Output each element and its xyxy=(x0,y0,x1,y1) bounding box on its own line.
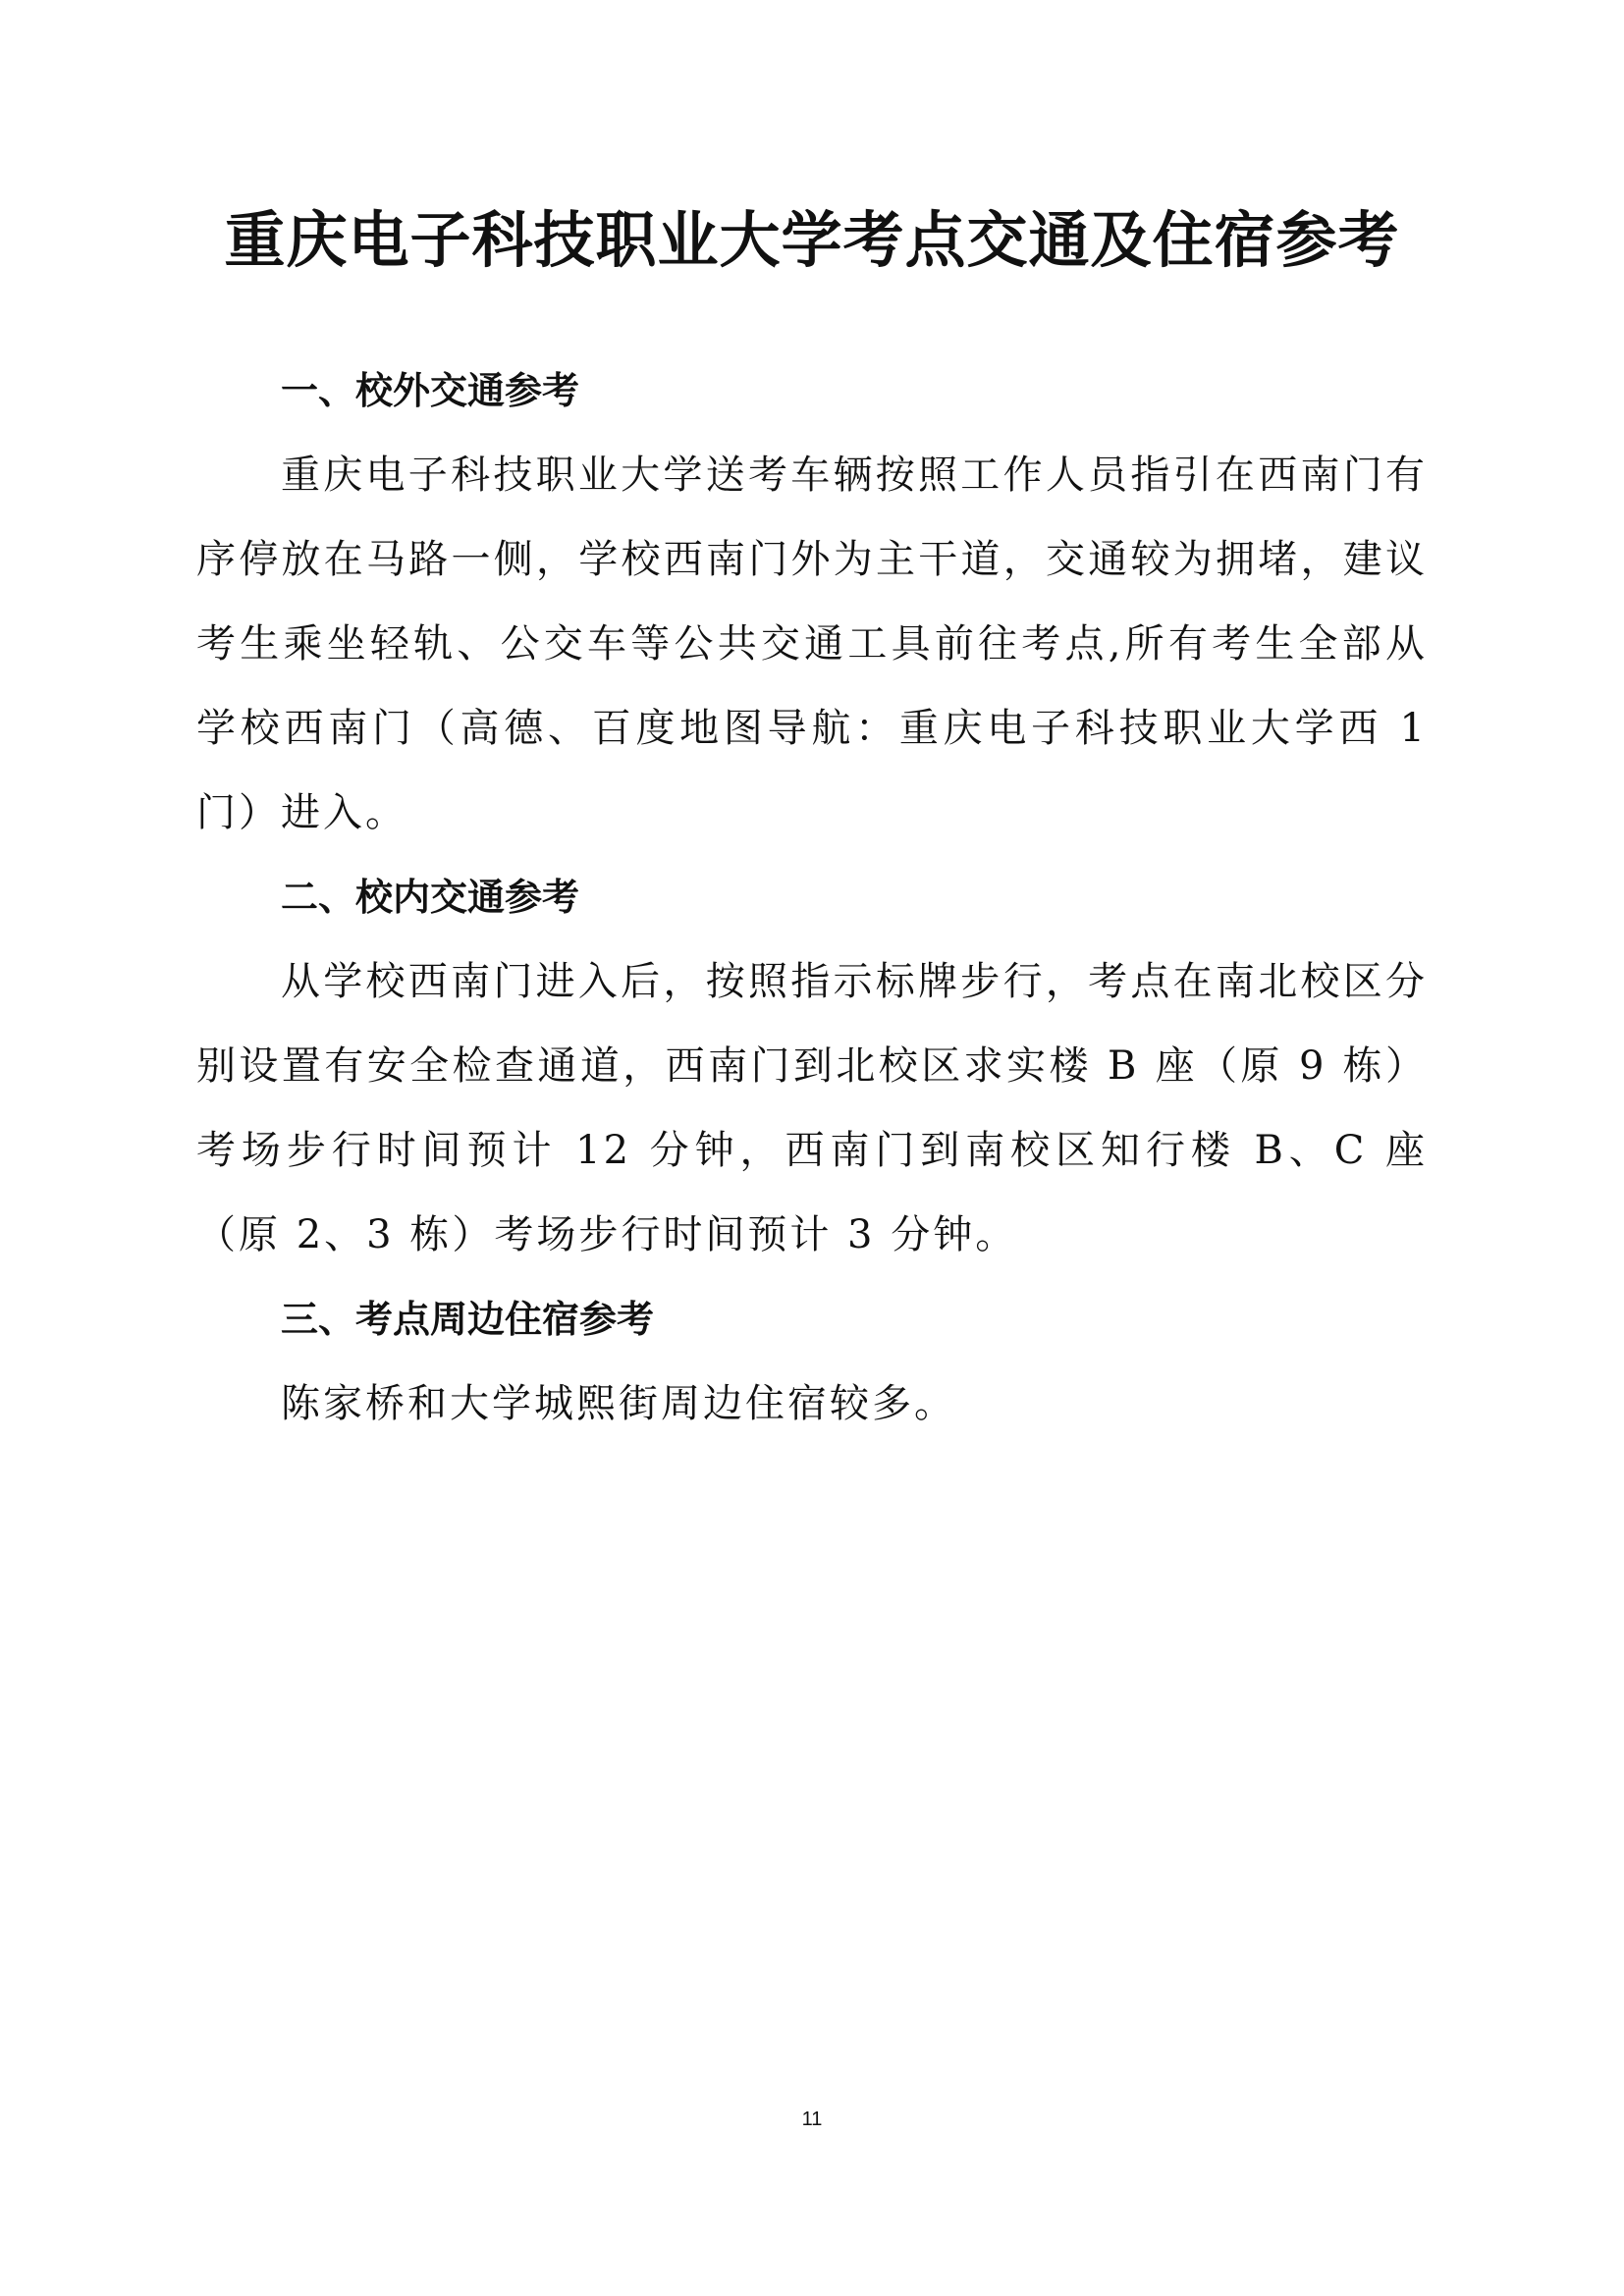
section-paragraph-off-campus-transport: 重庆电子科技职业大学送考车辆按照工作人员指引在西南门有序停放在马路一侧，学校西南门外为主干道，交通较为拥堵，建议考生乘坐轻轨、公交车等公共交通工具前往考点,所有考生全部从学校西南门（高德、百度地图导航：重庆电子科技职业大学西 1 门）进入。 xyxy=(196,453,1428,835)
section-paragraph-accommodation: 陈家桥和大学城熙街周边住宿较多。 xyxy=(281,1381,956,1426)
section-paragraph-on-campus-transport: 从学校西南门进入后，按照指示标牌步行，考点在南北校区分别设置有安全检查通道，西南门到北校区求实楼 B 座（原 9 栋）考场步行时间预计 12 分钟，西南门到南校区知行楼 B、C 座（原 2、3 栋）考场步行时间预计 3 分钟。 xyxy=(196,959,1428,1257)
document-body xyxy=(196,348,1428,1446)
document-title: 重庆电子科技职业大学考点交通及住宿参考 xyxy=(224,204,1400,276)
section-heading-on-campus-transport: 二、校内交通参考 xyxy=(281,876,580,919)
section-heading-off-campus-transport: 一、校外交通参考 xyxy=(281,369,580,412)
section-heading-accommodation: 三、考点周边住宿参考 xyxy=(281,1298,655,1341)
page-number: 11 xyxy=(801,2109,823,2130)
